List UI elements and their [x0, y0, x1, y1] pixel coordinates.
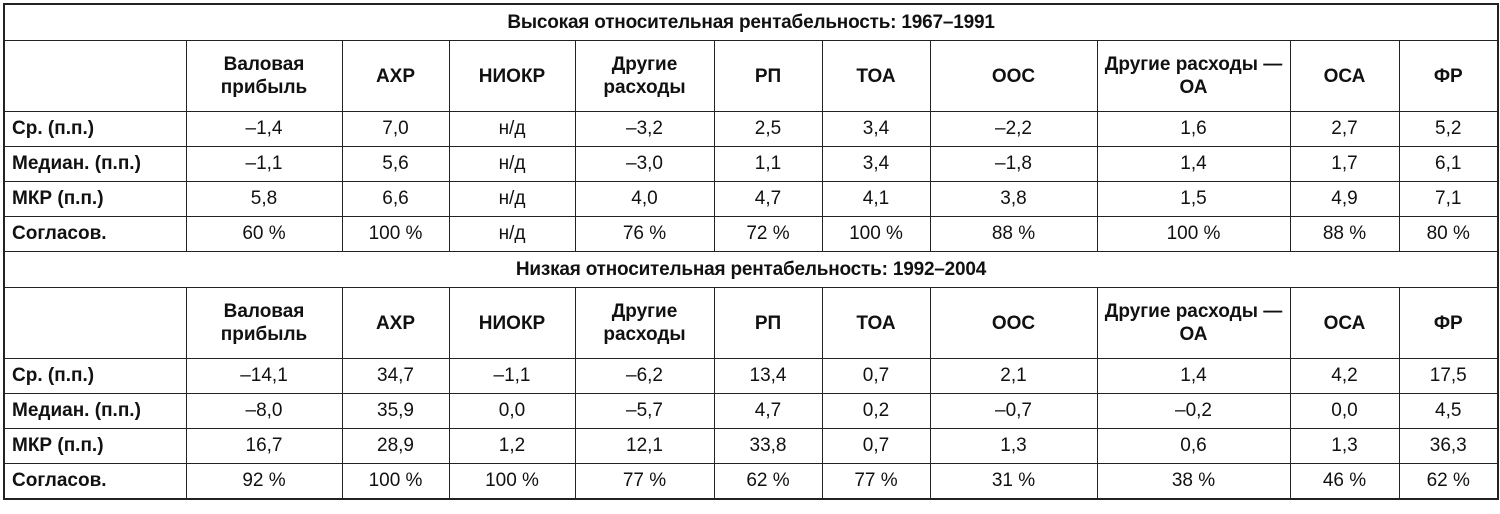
table-row: [4, 182, 1498, 217]
column-header-row: [4, 41, 1498, 112]
table-cell: н/д: [449, 147, 575, 182]
table-cell: 88 %: [930, 217, 1097, 252]
table-cell: 13,4: [714, 359, 822, 394]
table-row: [4, 112, 1498, 147]
profitability-table-container: [3, 3, 1497, 500]
table-cell: 31 %: [930, 464, 1097, 500]
column-header: Другие расходы — ОА: [1097, 41, 1290, 112]
table-cell: 77 %: [822, 464, 930, 500]
table-cell: 17,5: [1399, 359, 1498, 394]
row-label: Медиан. (п.п.): [4, 147, 186, 182]
table-cell: 35,9: [342, 394, 449, 429]
column-header: ОСА: [1290, 288, 1399, 359]
section-title-row: [4, 4, 1498, 41]
table-cell: 3,4: [822, 147, 930, 182]
table-cell: –0,2: [1097, 394, 1290, 429]
table-cell: 60 %: [186, 217, 342, 252]
table-cell: 1,5: [1097, 182, 1290, 217]
column-header: АХР: [342, 288, 449, 359]
table-cell: 6,6: [342, 182, 449, 217]
column-header: РП: [714, 288, 822, 359]
table-cell: 1,1: [714, 147, 822, 182]
table-cell: –3,2: [575, 112, 714, 147]
table-cell: 0,7: [822, 429, 930, 464]
table-cell: 1,7: [1290, 147, 1399, 182]
table-cell: 5,6: [342, 147, 449, 182]
table-cell: н/д: [449, 182, 575, 217]
section-title: Высокая относительная рентабельность: 1967–1991: [4, 4, 1498, 41]
table-cell: –0,7: [930, 394, 1097, 429]
table-cell: 1,4: [1097, 359, 1290, 394]
column-header: РП: [714, 41, 822, 112]
table-cell: 4,5: [1399, 394, 1498, 429]
section-title-row: [4, 252, 1498, 288]
table-cell: 1,6: [1097, 112, 1290, 147]
table-cell: 1,2: [449, 429, 575, 464]
table-cell: 1,3: [1290, 429, 1399, 464]
table-cell: н/д: [449, 217, 575, 252]
table-cell: 4,2: [1290, 359, 1399, 394]
section-title: Низкая относительная рентабельность: 1992–2004: [4, 252, 1498, 288]
table-cell: н/д: [449, 112, 575, 147]
row-label: МКР (п.п.): [4, 429, 186, 464]
row-label: Ср. (п.п.): [4, 112, 186, 147]
table-cell: –1,4: [186, 112, 342, 147]
table-row: [4, 147, 1498, 182]
table-cell: 7,1: [1399, 182, 1498, 217]
table-cell: 2,5: [714, 112, 822, 147]
column-header: ФР: [1399, 288, 1498, 359]
table-cell: –5,7: [575, 394, 714, 429]
table-cell: 4,9: [1290, 182, 1399, 217]
table-cell: 2,7: [1290, 112, 1399, 147]
table-cell: –1,1: [449, 359, 575, 394]
table-cell: 6,1: [1399, 147, 1498, 182]
table-cell: –1,1: [186, 147, 342, 182]
table-cell: 0,6: [1097, 429, 1290, 464]
column-header: Другие расходы: [575, 41, 714, 112]
column-header: ФР: [1399, 41, 1498, 112]
table-row: [4, 464, 1498, 500]
table-cell: 72 %: [714, 217, 822, 252]
corner-header-cell: [4, 41, 186, 112]
table-cell: 80 %: [1399, 217, 1498, 252]
table-cell: 92 %: [186, 464, 342, 500]
column-header: НИОКР: [449, 41, 575, 112]
table-cell: –1,8: [930, 147, 1097, 182]
table-cell: 5,8: [186, 182, 342, 217]
column-header: Другие расходы — ОА: [1097, 288, 1290, 359]
table-cell: 77 %: [575, 464, 714, 500]
column-header: Валовая прибыль: [186, 41, 342, 112]
table-cell: 1,3: [930, 429, 1097, 464]
table-cell: 88 %: [1290, 217, 1399, 252]
profitability-table: [3, 3, 1499, 500]
table-cell: 3,8: [930, 182, 1097, 217]
row-label: Медиан. (п.п.): [4, 394, 186, 429]
column-header: ОСА: [1290, 41, 1399, 112]
table-body: [4, 4, 1498, 499]
table-cell: 16,7: [186, 429, 342, 464]
table-row: [4, 217, 1498, 252]
column-header: ТОА: [822, 41, 930, 112]
table-cell: 62 %: [714, 464, 822, 500]
table-cell: 12,1: [575, 429, 714, 464]
table-cell: 7,0: [342, 112, 449, 147]
table-cell: –14,1: [186, 359, 342, 394]
table-cell: 46 %: [1290, 464, 1399, 500]
column-header: Валовая прибыль: [186, 288, 342, 359]
table-cell: 100 %: [449, 464, 575, 500]
column-header: НИОКР: [449, 288, 575, 359]
row-label: Согласов.: [4, 464, 186, 500]
table-cell: 33,8: [714, 429, 822, 464]
table-cell: 28,9: [342, 429, 449, 464]
column-header-row: [4, 288, 1498, 359]
column-header: ООС: [930, 41, 1097, 112]
table-cell: 1,4: [1097, 147, 1290, 182]
table-row: [4, 359, 1498, 394]
table-cell: 0,0: [1290, 394, 1399, 429]
table-cell: 4,7: [714, 182, 822, 217]
row-label: Согласов.: [4, 217, 186, 252]
table-cell: 4,1: [822, 182, 930, 217]
table-cell: 4,0: [575, 182, 714, 217]
table-row: [4, 429, 1498, 464]
row-label: МКР (п.п.): [4, 182, 186, 217]
column-header: ООС: [930, 288, 1097, 359]
table-cell: 2,1: [930, 359, 1097, 394]
column-header: Другие расходы: [575, 288, 714, 359]
corner-header-cell: [4, 288, 186, 359]
table-cell: 0,7: [822, 359, 930, 394]
table-cell: 3,4: [822, 112, 930, 147]
table-cell: 76 %: [575, 217, 714, 252]
table-cell: 0,2: [822, 394, 930, 429]
table-cell: 5,2: [1399, 112, 1498, 147]
table-cell: 34,7: [342, 359, 449, 394]
table-cell: –8,0: [186, 394, 342, 429]
table-row: [4, 394, 1498, 429]
table-cell: –6,2: [575, 359, 714, 394]
table-cell: 100 %: [342, 217, 449, 252]
table-cell: 100 %: [342, 464, 449, 500]
table-cell: 4,7: [714, 394, 822, 429]
table-cell: –3,0: [575, 147, 714, 182]
table-cell: 100 %: [822, 217, 930, 252]
table-cell: 0,0: [449, 394, 575, 429]
column-header: АХР: [342, 41, 449, 112]
table-cell: 38 %: [1097, 464, 1290, 500]
row-label: Ср. (п.п.): [4, 359, 186, 394]
table-cell: 100 %: [1097, 217, 1290, 252]
table-cell: 36,3: [1399, 429, 1498, 464]
table-cell: 62 %: [1399, 464, 1498, 500]
column-header: ТОА: [822, 288, 930, 359]
table-cell: –2,2: [930, 112, 1097, 147]
